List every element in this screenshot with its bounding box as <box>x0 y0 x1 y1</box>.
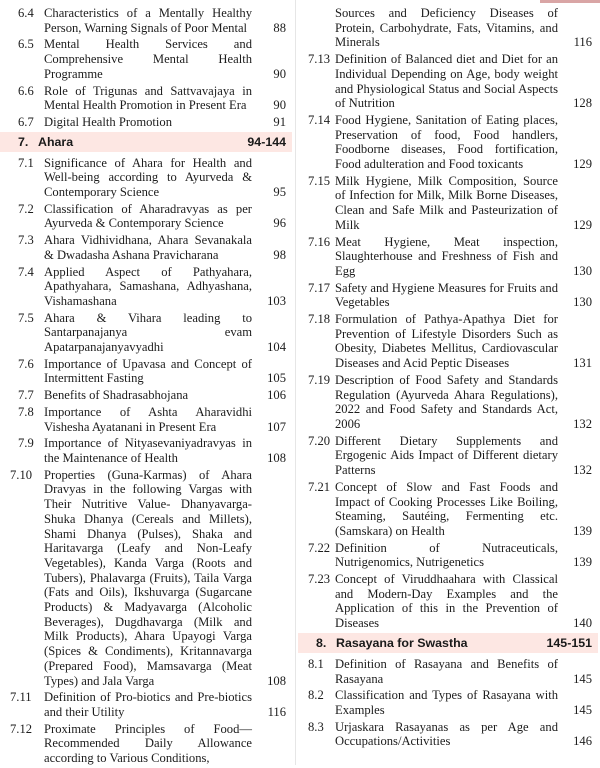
toc-left-column <box>0 0 292 768</box>
entry-title: Definition of Nutraceuticals, Nutrigenomics, Nutrigenetics <box>335 540 558 570</box>
entry-title: Different Dietary Supplements and Ergogenic Aids Impact of Different dietary Patterns <box>335 433 558 478</box>
entry-title: Digital Health Promotion <box>44 114 173 129</box>
section-number: 7. <box>18 134 29 149</box>
entry-number: 6.6 <box>18 83 34 98</box>
entry-title: Ahara & Vihara leading to Santarpanajanya evam Apatarpanajanyavyadhi <box>44 310 252 355</box>
entry-number: 6.5 <box>18 37 34 52</box>
toc-entry <box>0 233 292 262</box>
section-page-range: 94-144 <box>247 134 286 149</box>
entry-title: Ahara Vidhividhana, Ahara Sevanakala & Dwadasha Ashana Pravicharana <box>44 233 252 262</box>
entry-page-number: 130 <box>573 295 592 310</box>
entry-page-number: 145 <box>573 671 592 686</box>
entry-title: Proximate Principles of Food—Recommended Daily Allowance according to Various Conditions, <box>44 721 252 766</box>
toc-entry <box>298 572 598 631</box>
section-page-range: 145-151 <box>546 635 592 650</box>
entry-number: 6.4 <box>18 6 34 20</box>
entry-page-number: 130 <box>573 263 592 278</box>
toc-entry <box>298 720 598 749</box>
entry-title: Formulation of Pathya-Apathya Diet for Prevention of Lifestyle Disorders Such as Obesity, Diabetes Mellitus, Cardiovascular Diseases and Acid Peptic Diseases <box>335 312 558 371</box>
entry-title: Safety and Hygiene Measures for Fruits and Vegetables <box>335 280 558 310</box>
toc-entry <box>298 235 598 279</box>
entry-number: 7.22 <box>308 540 331 555</box>
entry-title: Milk Hygiene, Milk Composition, Source of Infection for Milk, Milk Borne Diseases, Clean and Safe Milk and Pasteurization of Milk <box>335 173 558 232</box>
toc-entry <box>0 265 292 309</box>
entry-title: Sources and Deficiency Diseases of Protein, Carbohydrate, Fats, Vitamins, and Minerals <box>335 6 558 50</box>
entry-page-number: 116 <box>267 704 286 719</box>
entry-page-number: 140 <box>573 616 592 631</box>
entry-number: 8.2 <box>308 688 324 703</box>
toc-entry <box>0 357 292 386</box>
entry-title: Definition of Balanced diet and Diet for an Individual Depending on Age, body weight and Physiological Status and Social Aspects of Nutrition <box>335 52 558 111</box>
entry-number: 7.16 <box>308 234 331 249</box>
toc-entry <box>0 468 292 689</box>
toc-entry <box>298 6 598 50</box>
toc-entry <box>298 113 598 172</box>
entry-number: 7.17 <box>308 280 331 295</box>
toc-entry <box>298 373 598 432</box>
toc-entry <box>298 52 598 111</box>
entry-page-number: 146 <box>573 734 592 749</box>
entry-number: 7.23 <box>308 572 331 587</box>
entry-title: Applied Aspect of Pathyahara, Apathyahara, Samashana, Adhyashana, Vishamashana <box>44 264 252 308</box>
toc-entry <box>0 84 292 113</box>
entry-number: 7.2 <box>18 201 34 216</box>
entry-page-number: 108 <box>267 450 286 465</box>
section-heading <box>0 132 292 152</box>
entry-number: 7.15 <box>308 173 331 188</box>
entry-number: 7.5 <box>18 310 34 325</box>
toc-entry <box>0 436 292 465</box>
entry-title: Urjaskara Rasayanas as per Age and Occupations/Activities <box>335 719 558 749</box>
entry-page-number: 106 <box>267 388 286 403</box>
entry-title: Classification and Types of Rasayana with Examples <box>335 688 558 717</box>
entry-title: Meat Hygiene, Meat inspection, Slaughterhouse and Freshness of Fish and Egg <box>335 234 558 278</box>
entry-number: 7.21 <box>308 479 331 494</box>
entry-number: 7.18 <box>308 312 331 327</box>
entry-title: Classification of Aharadravyas as per Ayurveda & Contemporary Science <box>44 201 252 231</box>
toc-entry <box>0 311 292 355</box>
entry-page-number: 91 <box>273 114 286 129</box>
entry-title: Characteristics of a Mentally Healthy Person, Warning Signals of Poor Mental <box>44 6 252 35</box>
entry-number: 7.3 <box>18 233 34 248</box>
toc-entry <box>0 202 292 231</box>
toc-entry <box>0 405 292 434</box>
section-title: Rasayana for Swastha <box>336 635 468 650</box>
entry-title: Definition of Rasayana and Benefits of Rasayana <box>335 656 558 686</box>
entry-number: 7.10 <box>10 467 33 482</box>
section-title: Ahara <box>38 134 74 149</box>
section-heading <box>298 633 598 653</box>
entry-page-number: 129 <box>573 157 592 172</box>
toc-right-column <box>298 0 598 751</box>
entry-number: 7.1 <box>18 155 34 170</box>
toc-entry <box>0 690 292 719</box>
toc-entry <box>0 156 292 200</box>
entry-title: Description of Food Safety and Standards Regulation (Ayurveda Ahara Regulations), 2022 and Food Safety and Standards Act, 2006 <box>335 372 558 431</box>
entry-number: 7.13 <box>308 52 331 67</box>
entry-page-number: 104 <box>267 340 286 355</box>
entry-page-number: 90 <box>273 98 286 113</box>
toc-entry <box>298 174 598 233</box>
entry-page-number: 96 <box>273 216 286 231</box>
entry-page-number: 108 <box>267 673 286 688</box>
entry-title: Properties (Guna-Karmas) of Ahara Dravyas in the following Vargas with Their Nutritive Value- Dhanyavarga-Shuka Dhanya (Cereals and Millets), Shami Dhanya (Pulses), Shaka and Haritavarga (Leafy and Non-Leafy Vegetables), Kanda Varga (Roots and Tubers), Phalavarga (Fruits), Taila Varga (Fats and Oils), Ikshuvarga (Sugarcane Products) & Madyavarga (Alcoholic Beverages), Dugdhavarga (Milk and Milk Products), Ahara Upayogi Varga (Spices & Condiments), Kritannavarga (Prepared Food), Mamsavarga (Meat Types) and Jala Varga <box>44 467 252 688</box>
entry-title: Definition of Pro-biotics and Pre-biotics and their Utility <box>44 690 252 719</box>
entry-number: 7.9 <box>18 436 34 451</box>
toc-entry <box>298 480 598 539</box>
entry-title: Importance of Upavasa and Concept of Intermittent Fasting <box>44 356 252 386</box>
toc-entry <box>298 541 598 570</box>
entry-number: 7.4 <box>18 264 34 279</box>
entry-page-number: 88 <box>273 20 286 35</box>
entry-page-number: 116 <box>573 35 592 50</box>
entry-page-number: 131 <box>573 356 592 371</box>
entry-title: Importance of Ashta Aharavidhi Vishesha Ayatanani in Present Era <box>44 404 252 434</box>
toc-entry <box>0 6 292 35</box>
entry-page-number: 132 <box>573 416 592 431</box>
section-number: 8. <box>316 635 327 650</box>
entry-number: 7.12 <box>10 721 33 736</box>
entry-page-number: 95 <box>273 185 286 200</box>
entry-number: 8.3 <box>308 719 324 734</box>
entry-title: Role of Trigunas and Sattvavajaya in Mental Health Promotion in Present Era <box>44 83 252 113</box>
entry-number: 7.14 <box>308 112 331 127</box>
entry-page-number: 105 <box>267 371 286 386</box>
entry-page-number: 139 <box>573 555 592 570</box>
toc-entry <box>298 434 598 478</box>
entry-page-number: 129 <box>573 217 592 232</box>
toc-entry <box>0 722 292 766</box>
entry-page-number: 128 <box>573 96 592 111</box>
entry-number: 7.20 <box>308 433 331 448</box>
entry-number: 7.7 <box>18 388 34 403</box>
toc-entry <box>298 657 598 686</box>
entry-title: Concept of Slow and Fast Foods and Impact of Cooking Processes Like Boiling, Steaming, Sautéing, Fermenting etc. (Samskara) on Health <box>335 479 558 538</box>
entry-title: Concept of Viruddhaahara with Classical and Modern-Day Examples and the Application of this in the Prevention of Diseases <box>335 572 558 631</box>
entry-page-number: 139 <box>573 523 592 538</box>
toc-entry <box>298 688 598 717</box>
entry-title: Food Hygiene, Sanitation of Eating places, Preservation of food, Food handlers, Foodborne diseases, Food fortification, Food adulteration and Food toxicants <box>335 112 558 172</box>
entry-title: Mental Health Services and Comprehensive Mental Health Programme <box>44 37 252 81</box>
toc-entry <box>0 37 292 81</box>
toc-entry <box>298 312 598 371</box>
toc-entry <box>0 115 292 130</box>
toc-entry <box>298 281 598 310</box>
column-divider <box>295 0 296 765</box>
entry-page-number: 145 <box>573 702 592 717</box>
entry-page-number: 132 <box>573 463 592 478</box>
entry-number: 7.8 <box>18 404 34 419</box>
toc-entry <box>0 388 292 403</box>
entry-page-number: 107 <box>267 419 286 434</box>
entry-title: Significance of Ahara for Health and Well-being according to Ayurveda & Contemporary Science <box>44 155 252 200</box>
entry-page-number: 98 <box>273 247 286 262</box>
entry-number: 7.19 <box>308 372 331 387</box>
entry-title: Importance of Nityasevaniyadravyas in the Maintenance of Health <box>44 436 252 465</box>
entry-page-number: 103 <box>267 293 286 308</box>
entry-number: 7.6 <box>18 356 34 371</box>
entry-number: 6.7 <box>18 114 34 129</box>
entry-number: 7.11 <box>10 690 32 705</box>
entry-number: 8.1 <box>308 656 324 671</box>
entry-title: Benefits of Shadrasabhojana <box>44 388 189 403</box>
entry-page-number: 90 <box>273 66 286 81</box>
